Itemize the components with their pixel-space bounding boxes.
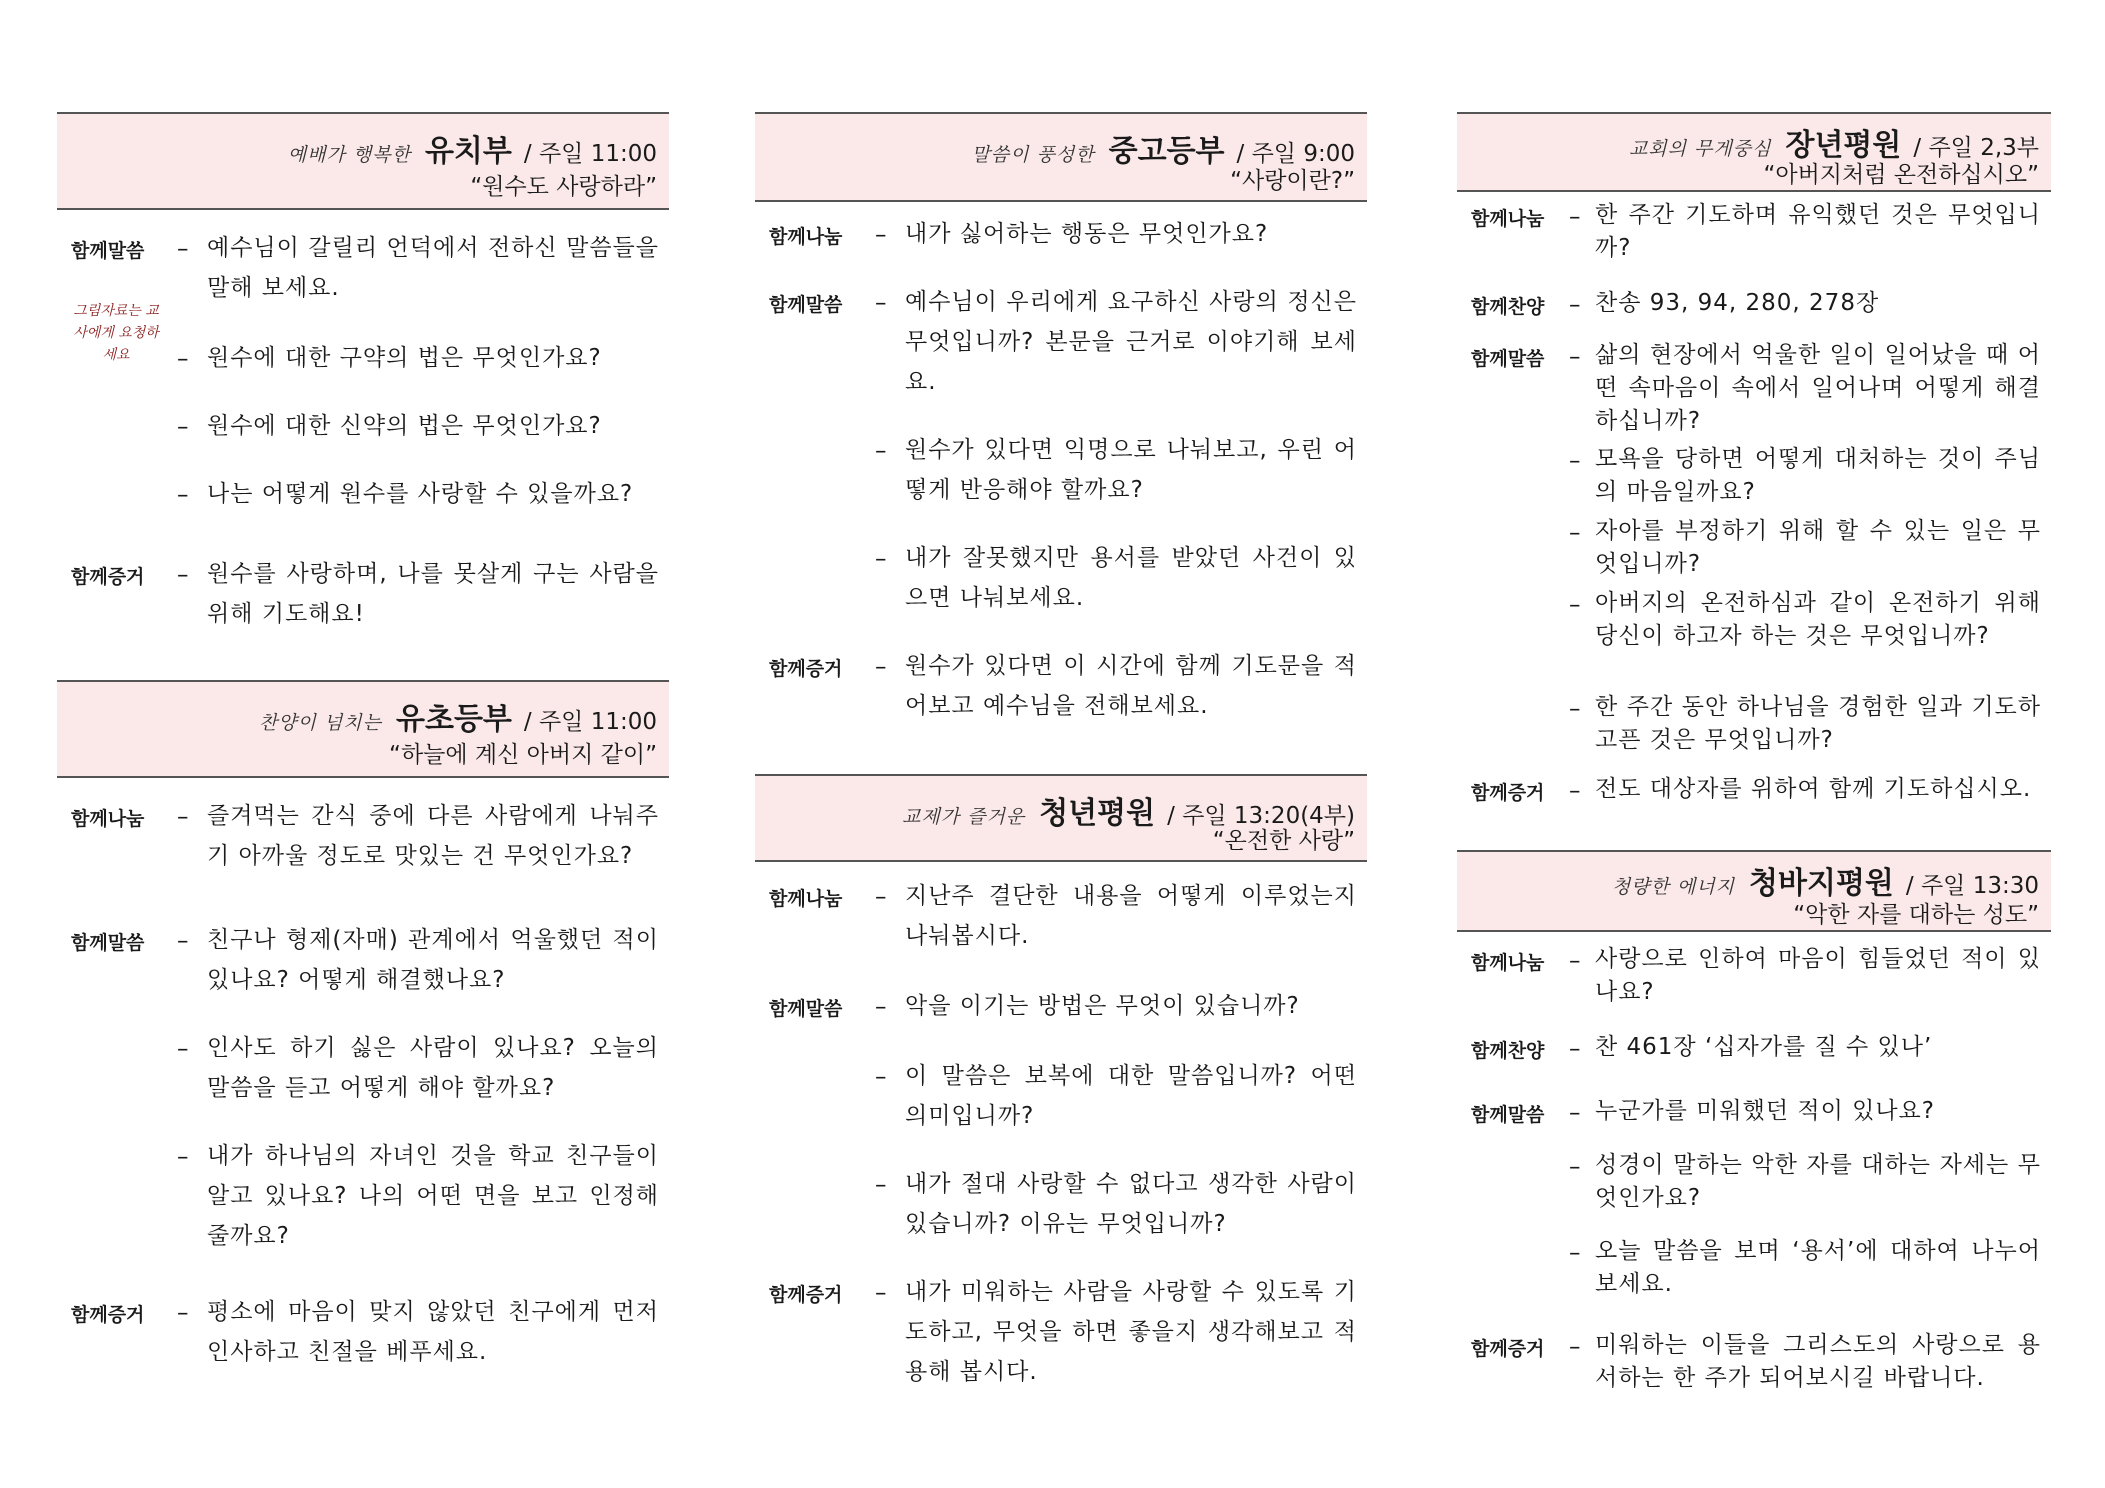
row-text: 한 주간 기도하며 유익했던 것은 무엇입니까? [1595,202,2041,261]
row-text: 한 주간 동안 하나님을 경험한 일과 기도하고픈 것은 무엇입니까? [1595,694,2041,753]
bullet-dash: – [177,562,189,588]
section-header [755,774,1367,862]
bullet-dash: – [875,1280,887,1306]
row-label: 함께말씀 [769,294,843,316]
row-text: 자아를 부정하기 위해 할 수 있는 일은 무엇입니까? [1595,518,2041,577]
bullet-dash: – [177,804,189,830]
department-name: 청년평원 [1039,796,1156,831]
row-label: 함께나눔 [71,808,145,830]
row-text: 나는 어떻게 원수를 사랑할 수 있을까요? [207,481,634,507]
bullet-dash: – [177,1036,189,1062]
row-label: 함께나눔 [1471,208,1545,230]
schedule: / 주일 11:00 [523,709,657,735]
row-label: 함께말씀 [1471,348,1545,370]
row-text: 모욕을 당하면 어떻게 대처하는 것이 주님의 마음일까요? [1595,446,2041,505]
row-label: 함께증거 [1471,782,1545,804]
bullet-dash: – [177,928,189,954]
section-motto: 찬양이 넘치는 [258,712,382,734]
row-text: 예수님이 우리에게 요구하신 사랑의 정신은 무엇입니까? 본문을 근거로 이야기해 보세요. [905,289,1357,395]
row-text: 인사도 하기 싫은 사람이 있나요? 오늘의 말씀을 듣고 어떻게 해야 할까요? [207,1035,659,1101]
bullet-dash: – [177,414,189,440]
row-text: 삶의 현장에서 억울한 일이 일어났을 때 어떤 속마음이 속에서 일어나며 어떻게 해결하십니까? [1595,342,2041,434]
row-text: 원수를 사랑하며, 나를 못살게 구는 사람을 위해 기도해요! [207,561,659,627]
section-youth [755,112,1367,719]
row-text: 내가 싫어하는 행동은 무엇인가요? [905,221,1269,247]
row-text: 찬송 93, 94, 280, 278장 [1595,290,1880,316]
bullet-dash: – [1569,592,1581,618]
sermon-theme: “온전한 사랑” [1212,828,1355,854]
bullet-dash: – [1569,204,1581,230]
row-text: 찬 461장 ‘십자가를 질 수 있나’ [1595,1034,1933,1060]
section-elementary [57,680,669,1365]
section-motto: 말씀이 풍성한 [971,144,1095,166]
sermon-theme: “원수도 사랑하라” [470,174,657,200]
row-label: 함께나눔 [769,888,843,910]
row-text: 성경이 말하는 악한 자를 대하는 자세는 무엇인가요? [1595,1152,2041,1211]
section-motto: 교제가 즐거운 [902,806,1026,828]
row-text: 사랑으로 인하여 마음이 힘들었던 적이 있나요? [1595,946,2041,1005]
bullet-dash: – [1569,1334,1581,1360]
section-header [1457,112,2051,192]
row-label: 함께말씀 [1471,1104,1545,1126]
row-text: 원수가 있다면 이 시간에 함께 기도문을 적어보고 예수님을 전해보세요. [905,653,1357,719]
bullet-dash: – [177,1144,189,1170]
bullet-dash: – [875,654,887,680]
row-label: 함께찬양 [1471,296,1545,318]
bullet-dash: – [1569,778,1581,804]
bullet-dash: – [177,236,189,262]
row-text: 누군가를 미워했던 적이 있나요? [1595,1098,1935,1124]
row-text: 원수에 대한 구약의 법은 무엇인가요? [207,345,602,371]
row-label: 함께증거 [769,1284,843,1306]
bullet-dash: – [1569,448,1581,474]
section-motto: 청량한 에너지 [1611,876,1735,898]
row-label: 함께증거 [71,1304,145,1326]
row-label: 함께나눔 [769,226,843,248]
bullet-dash: – [1569,1100,1581,1126]
bullet-dash: – [875,1172,887,1198]
section-header [755,112,1367,202]
row-label: 함께찬양 [1471,1040,1545,1062]
bullet-dash: – [875,546,887,572]
section-header [57,112,669,210]
schedule: / 주일 13:30 [1905,873,2039,899]
bullet-dash: – [177,1300,189,1326]
bullet-dash: – [177,346,189,372]
bullet-dash: – [1569,344,1581,370]
schedule: / 주일 11:00 [523,141,657,167]
bullet-dash: – [1569,520,1581,546]
row-label: 함께말씀 [769,998,843,1020]
section-header [1457,850,2051,932]
department-name: 유치부 [424,134,512,169]
row-label: 함께증거 [769,658,843,680]
schedule: / 주일 9:00 [1236,141,1355,167]
bullet-dash: – [875,438,887,464]
row-text: 내가 잘못했지만 용서를 받았던 사건이 있으면 나눠보세요. [905,545,1357,611]
row-label: 함께말씀 [71,932,145,954]
row-text: 예수님이 갈릴리 언덕에서 전하신 말씀들을 말해 보세요. [207,235,659,301]
row-text: 지난주 결단한 내용을 어떻게 이루었는지 나눠봅시다. [905,883,1357,949]
department-name: 청바지평원 [1749,866,1894,901]
row-text: 내가 하나님의 자녀인 것을 학교 친구들이 알고 있나요? 나의 어떤 면을 보고 인정해 줄까요? [207,1143,659,1249]
row-text: 평소에 마음이 맞지 않았던 친구에게 먼저 인사하고 친절을 베푸세요. [207,1299,659,1365]
row-text: 전도 대상자를 위하여 함께 기도하십시오. [1595,776,2032,802]
sermon-theme: “하늘에 계신 아버지 같이” [389,742,657,768]
row-label: 함께말씀 [71,240,145,262]
bullet-dash: – [1569,1036,1581,1062]
sermon-theme: “사랑이란?” [1230,168,1355,194]
row-text: 악을 이기는 방법은 무엇이 있습니까? [905,993,1300,1019]
row-text: 원수가 있다면 익명으로 나눠보고, 우린 어떻게 반응해야 할까요? [905,437,1357,503]
row-text: 즐겨먹는 간식 중에 다른 사람에게 나눠주기 아까울 정도로 맛있는 건 무엇인가요? [207,803,659,869]
row-text: 미워하는 이들을 그리스도의 사랑으로 용서하는 한 주가 되어보시길 바랍니다. [1595,1332,2041,1391]
bullet-dash: – [875,290,887,316]
sermon-theme: “아버지처럼 온전하십시오” [1763,162,2039,188]
bullet-dash: – [1569,948,1581,974]
section-kindergarten [57,112,669,627]
schedule: / 주일 2,3부 [1913,135,2039,161]
row-text: 내가 절대 사랑할 수 없다고 생각한 사람이 있습니까? 이유는 무엇입니까? [905,1171,1357,1237]
bullet-dash: – [875,222,887,248]
schedule: / 주일 13:20(4부) [1167,803,1355,829]
sermon-theme: “악한 자를 대하는 성도” [1793,902,2039,928]
bullet-dash: – [1569,1240,1581,1266]
row-text: 친구나 형제(자매) 관계에서 억울했던 적이 있나요? 어떻게 해결했나요? [207,927,659,993]
bullet-dash: – [875,994,887,1020]
row-text: 아버지의 온전하심과 같이 온전하기 위해 당신이 하고자 하는 것은 무엇입니까? [1595,590,2041,649]
row-text: 이 말씀은 보복에 대한 말씀입니까? 어떤 의미입니까? [905,1063,1357,1129]
section-motto: 교회의 무게중심 [1628,138,1772,160]
row-label: 함께나눔 [1471,952,1545,974]
bullet-dash: – [875,1064,887,1090]
bullet-dash: – [1569,696,1581,722]
bullet-dash: – [177,482,189,508]
teacher-note: 그림자료는 교사에게 요청하세요 [73,303,159,363]
section-chungbaji [1457,850,2051,1391]
row-label: 함께증거 [71,566,145,588]
section-young-adult [755,774,1367,1385]
bullet-dash: – [875,884,887,910]
section-header [57,680,669,778]
section-adult [1457,112,2051,804]
department-name: 중고등부 [1108,134,1225,169]
section-motto: 예배가 행복한 [287,144,411,166]
department-name: 장년평원 [1785,128,1902,163]
row-text: 오늘 말씀을 보며 ‘용서’에 대하여 나누어 보세요. [1595,1238,2041,1297]
row-label: 함께증거 [1471,1338,1545,1360]
department-name: 유초등부 [395,702,512,737]
row-text: 원수에 대한 신약의 법은 무엇인가요? [207,413,602,439]
bullet-dash: – [1569,1154,1581,1180]
bullet-dash: – [1569,292,1581,318]
row-text: 내가 미워하는 사람을 사랑할 수 있도록 기도하고, 무엇을 하면 좋을지 생각해보고 적용해 봅시다. [905,1279,1357,1385]
